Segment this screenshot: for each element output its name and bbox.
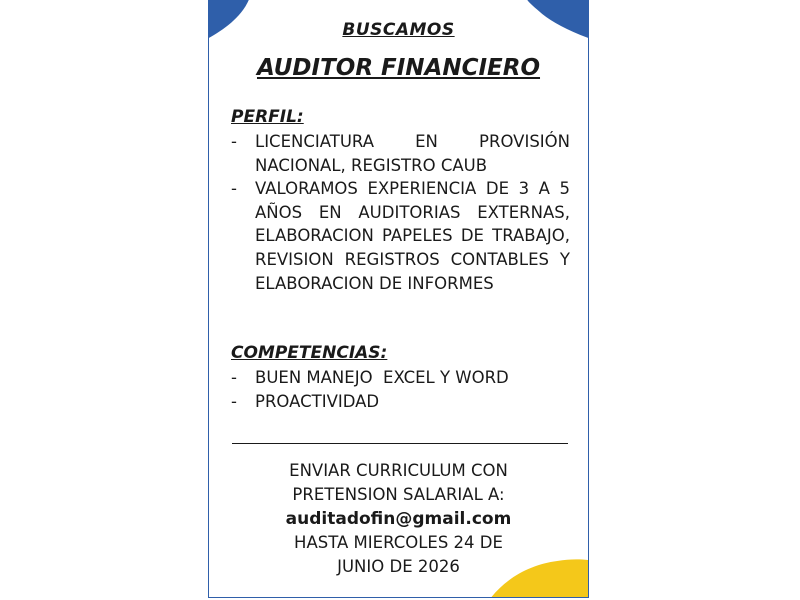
job-title: AUDITOR FINANCIERO (256, 55, 541, 81)
list-item-text: LICENCIATURA EN PROVISIÓN NACIONAL, REGISTRO CAUB (255, 132, 570, 175)
list-item-text: VALORAMOS EXPERIENCIA DE 3 A 5 AÑOS EN AUDITORIAS EXTERNAS, ELABORACION PAPELES DE TRABAJO, REVISION REGISTROS CONTABLES Y ELABORACION DE INFORMES (255, 179, 570, 293)
deadline-line-1: HASTA MIERCOLES 24 DE (294, 533, 503, 552)
instruction-line-2: PRETENSION SALARIAL A: (292, 485, 505, 504)
list-item-text: PROACTIVIDAD (255, 391, 380, 411)
bullet-dash: - (231, 132, 237, 151)
instruction-line-1: ENVIAR CURRICULUM CON (289, 461, 508, 480)
divider-line (232, 443, 568, 444)
list-item-text: BUEN MANEJO EXCEL Y WORD (255, 368, 509, 387)
deadline-line-2: JUNIO DE 2026 (337, 557, 460, 576)
profile-heading: PERFIL: (231, 107, 304, 127)
list-item (229, 366, 570, 390)
bullet-dash: - (231, 368, 237, 387)
list-item (229, 390, 570, 414)
list-item (229, 130, 570, 177)
job-poster (208, 0, 589, 598)
profile-list (229, 130, 570, 295)
contact-email: auditadofin@gmail.com (285, 509, 512, 529)
competencies-list (229, 366, 570, 413)
competencies-heading: COMPETENCIAS: (231, 343, 388, 363)
bullet-dash: - (231, 391, 237, 411)
application-instructions (209, 459, 588, 579)
kicker-text: BUSCAMOS (342, 20, 455, 40)
list-item (229, 177, 570, 295)
bullet-dash: - (231, 179, 237, 199)
